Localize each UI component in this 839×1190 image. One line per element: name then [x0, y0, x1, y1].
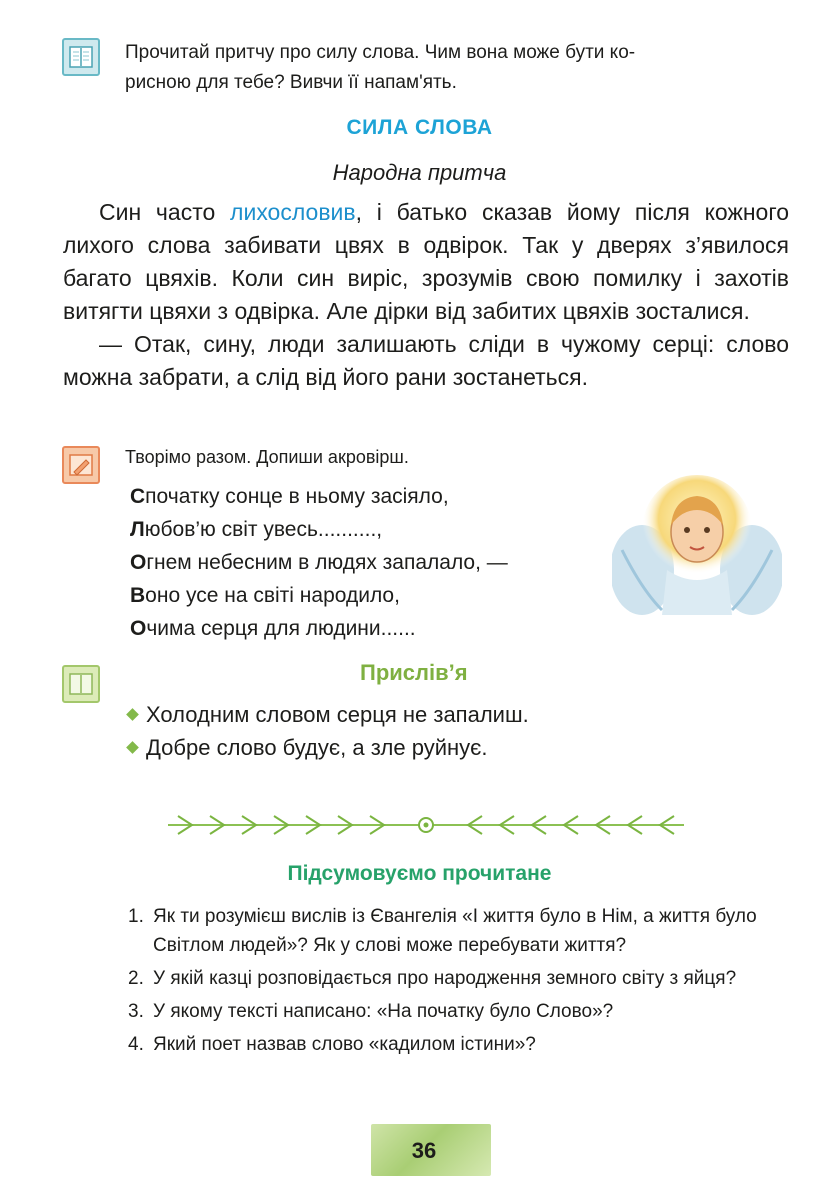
story-p1-rest: , і батько сказав йому після кожного лихого слова забивати цвях в одвірок. Так у дверях з’явилося багато цвяхів. Коли син виріс, зрозумів свою помилку і захотів витягти цвяхи з одвірка. Але дірки від забитих цвяхів зосталися. [63, 199, 789, 324]
poem-line [130, 546, 508, 579]
question-item [128, 1030, 793, 1059]
book-read-icon [62, 38, 100, 76]
task-create-instruction: Творімо разом. Допиши акровірш. [125, 447, 409, 467]
question-number: 1. [128, 906, 144, 927]
question-text: У якій казці розповідається про народження земного світу з яйця? [153, 968, 737, 989]
poem-line-text: оно усе на світі народило, [145, 584, 400, 607]
poem-line-text: гнем небесним в людях запалало, — [146, 551, 508, 574]
question-number: 2. [128, 968, 144, 989]
question-number: 4. [128, 1034, 144, 1055]
question-item [128, 997, 793, 1026]
poem-initial: С [130, 485, 146, 508]
task-read-line2: рисною для тебе? Вивчи її напам'ять. [125, 72, 457, 93]
story-paragraph-2: — Отак, сину, люди залишають сліди в чужому серці: слово можна забрати, а слід від його рани зостанеться. [63, 331, 789, 390]
bullet-icon [126, 708, 139, 721]
story-paragraph-1 [63, 196, 789, 328]
poem-line [130, 579, 508, 612]
task-read-line1: Прочитай притчу про силу слова. Чим вона може бути ко- [125, 42, 636, 63]
task-read-instruction [125, 38, 635, 98]
proverb-text: Добре слово будує, а зле руйнує. [146, 735, 488, 760]
poem-line-text: чима серця для людини...... [146, 617, 416, 640]
proverbs-title: Прислів’я [360, 660, 468, 685]
proverbs-list [128, 698, 529, 764]
poem-line [130, 513, 508, 546]
story-text [63, 196, 789, 394]
question-number: 3. [128, 1001, 144, 1022]
question-item [128, 964, 793, 993]
proverb-item [128, 731, 529, 764]
summary-title: Підсумовуємо прочитане [287, 862, 552, 885]
bullet-icon [126, 741, 139, 754]
poem-initial: О [130, 551, 147, 574]
poem-initial: Л [130, 518, 145, 541]
question-text: Як ти розумієш вислів із Євангелія «І життя було в Нім, а життя було Світлом людей»? Як у слові може перебувати життя? [153, 906, 757, 956]
poem-line [130, 480, 508, 513]
poem-initial: О [130, 617, 147, 640]
angel-illustration [612, 470, 782, 620]
story-highlight-word: лихословив [230, 199, 356, 225]
poem-line-text: юбов’ю світ увесь.........., [144, 518, 383, 541]
story-p1-start: Син часто [99, 199, 231, 225]
page-number: 36 [411, 1138, 437, 1163]
proverb-text: Холодним словом серця не запалиш. [146, 702, 529, 727]
proverb-book-icon [62, 665, 100, 703]
questions-list [128, 902, 793, 1063]
pencil-create-icon [62, 446, 100, 484]
poem-initial: В [130, 584, 146, 607]
ornament-divider [168, 812, 684, 838]
question-item [128, 902, 793, 960]
poem-line [130, 612, 508, 645]
poem-line-text: початку сонце в ньому засіяло, [145, 485, 449, 508]
story-title: СИЛА СЛОВА [346, 116, 493, 139]
story-subtitle: Народна притча [332, 160, 507, 185]
question-text: Який поет назвав слово «кадилом істини»? [153, 1034, 536, 1055]
question-text: У якому тексті написано: «На початку було Слово»? [153, 1001, 614, 1022]
proverb-item [128, 698, 529, 731]
acrostic-poem [130, 480, 508, 645]
